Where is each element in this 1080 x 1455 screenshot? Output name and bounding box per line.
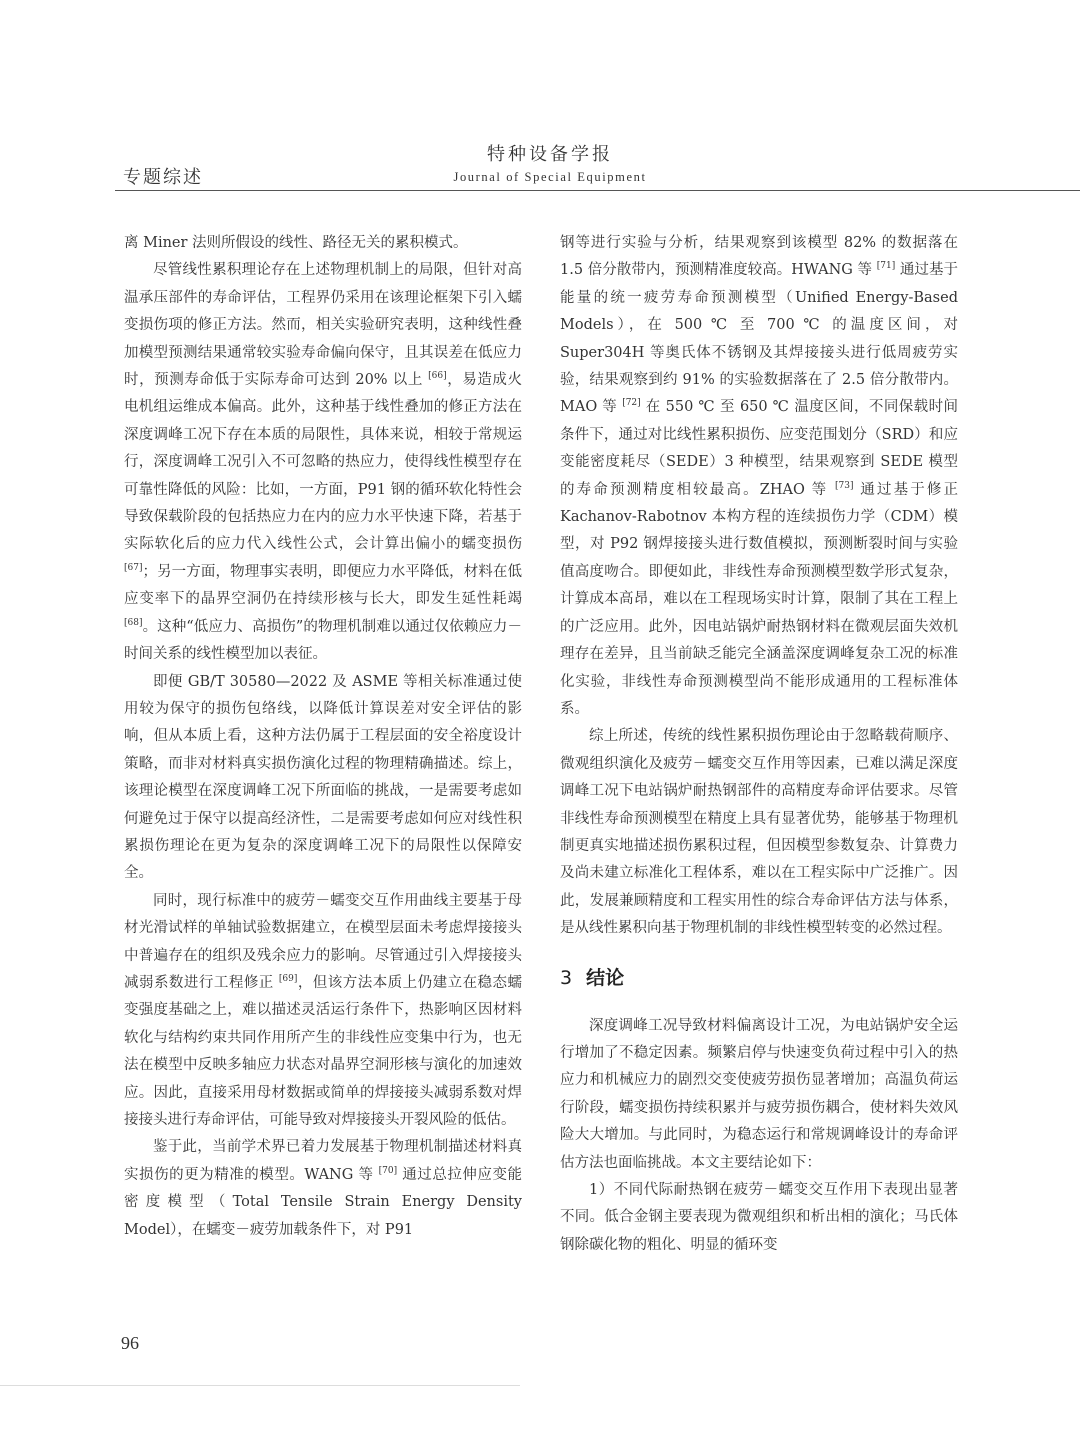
paragraph: 同时，现行标准中的疲劳－蠕变交互作用曲线主要基于母材光滑试样的单轴试验数据建立，在模型层面未考虑焊接接头中普遍存在的组织及残余应力的影响。尽管通过引入焊接接头减弱系数进行工程修正 [69]，但该方法本质上仍建立在稳态蠕变强度基础之上，难以描述灵活运行条件下，热影响区因材料软化与结构约束共同作用所产生的非线性应变集中行为，也无法在模型中反映多轴应力状态对晶界空洞形核与演化的加速效应。因此，直接采用母材数据或简单的焊接接头减弱系数对焊接接头进行寿命评估，可能导致对焊接接头开裂风险的低估。 <box>124 892 522 1128</box>
paragraph: 1）不同代际耐热钢在疲劳－蠕变交互作用下表现出显著不同。低合金钢主要表现为微观组织和析出相的演化；马氏体钢除碳化物的粗化、明显的循环变 <box>560 1182 958 1253</box>
page-number: 96 <box>121 1333 139 1353</box>
citation-marker: [73] <box>835 480 854 491</box>
left-column <box>124 230 522 1244</box>
citation-marker: [66] <box>428 371 447 382</box>
citation-marker: [69] <box>278 974 298 985</box>
header-rule <box>115 190 1080 191</box>
journal-title-cn: 特种设备学报 <box>487 144 613 165</box>
journal-header <box>400 143 700 185</box>
citation-marker: [68] <box>124 617 143 628</box>
citation-marker: [67] <box>124 563 143 574</box>
section-title: 结论 <box>586 966 625 989</box>
paragraph: 鉴于此，当前学术界已着力发展基于物理机制描述材料真实损伤的更为精准的模型。WANG 等 [70] 通过总拉伸应变能密度模型（Total Tensile Strain Energy Density Model），在蠕变－疲劳加载条件下，对 P91 <box>124 1139 522 1238</box>
section-heading <box>560 963 958 993</box>
citation-marker: [72] <box>622 398 641 409</box>
right-column <box>560 230 958 1259</box>
paragraph: 尽管线性累积理论存在上述物理机制上的局限，但针对高温承压部件的寿命评估，工程界仍采用在该理论框架下引入蠕变损伤项的修正方法。然而，相关实验研究表明，这种线性叠加模型预测结果通常较实验寿命偏向保守，且其误差在低应力时，预测寿命低于实际寿命可达到 20% 以上 [66]，易造成火电机组运维成本偏高。此外，这种基于线性叠加的修正方法在深度调峰工况下存在本质的局限性，具体来说，相较于常规运行，深度调峰工况引入不可忽略的热应力，使得线性模型存在可靠性降低的风险：比如，一方面，P91 钢的循环软化特性会导致保载阶段的包括热应力在内的应力水平快速下降，若基于实际软化后的应力代入线性公式，会计算出偏小的蠕变损伤 [67]；另一方面，物理事实表明，即便应力水平降低，材料在低应变率下的晶界空洞仍在持续形核与长大，即发生延性耗竭 [68]。这种“低应力、高损伤”的物理机制难以通过仅依赖应力－时间关系的线性模型加以表征。 <box>124 262 522 663</box>
section-number: 3 <box>560 966 573 989</box>
paragraph: 即便 GB/T 30580—2022 及 ASME 等相关标准通过使用较为保守的损伤包络线，以降低计算误差对安全评估的影响，但从本质上看，这种方法仍属于工程层面的安全裕度设计策略，而非对材料真实损伤演化过程的物理精确描述。综上，该理论模型在深度调峰工况下所面临的挑战，一是需要考虑如何避免过于保守以提高经济性，二是需要考虑如何应对线性积累损伤理论在更为复杂的深度调峰工况下的局限性以保障安全。 <box>124 673 522 882</box>
paragraph: 离 Miner 法则所假设的线性、路径无关的累积模式。 <box>124 235 468 251</box>
paragraph: 综上所述，传统的线性累积损伤理论由于忽略载荷顺序、微观组织演化及疲劳－蠕变交互作用等因素，已难以满足深度调峰工况下电站锅炉耐热钢部件的高精度寿命评估要求。尽管非线性寿命预测模型在精度上具有显著优势，能够基于物理机制更真实地描述损伤累积过程，但因模型参数复杂、计算费力及尚未建立标准化工程体系，难以在工程实际中广泛推广。因此，发展兼顾精度和工程实用性的综合寿命评估方法与体系，是从线性累积向基于物理机制的非线性模型转变的必然过程。 <box>560 728 958 937</box>
footer-rule <box>0 1385 520 1386</box>
section-tag: 专题综述 <box>123 167 203 188</box>
citation-marker: [71] <box>876 261 896 272</box>
citation-marker: [70] <box>378 1165 398 1176</box>
paragraph: 钢等进行实验与分析，结果观察到该模型 82% 的数据落在 1.5 倍分散带内，预测精准度较高。HWANG 等 [71] 通过基于能量的统一疲劳寿命预测模型（Unified Energy-Based Models），在 500 ℃ 至 700 ℃ 的温度区间，对 Super304H 等奥氏体不锈钢及其焊接接头进行低周疲劳实验，结果观察到约 91% 的实验数据落在了 2.5 倍分散带内。MAO 等 [72] 在 550 ℃ 至 650 ℃ 温度区间，不同保载时间条件下，通过对比线性累积损伤、应变范围划分（SRD）和应变能密度耗尽（SEDE）3 种模型，结果观察到 SEDE 模型的寿命预测精度相较最高。ZHAO 等 [73] 通过基于修正 Kachanov-Rabotnov 本构方程的连续损伤力学（CDM）模型，对 P92 钢焊接接头进行数值模拟，预测断裂时间与实验值高度吻合。即便如此，非线性寿命预测模型数学形式复杂，计算成本高昂，难以在工程现场实时计算，限制了其在工程上的广泛应用。此外，因电站锅炉耐热钢材料在微观层面失效机理存在差异，且当前缺乏能完全涵盖深度调峰复杂工况的标准化实验，非线性寿命预测模型尚不能形成通用的工程标准体系。 <box>560 235 959 717</box>
journal-title-en: Journal of Special Equipment <box>453 170 647 184</box>
paragraph: 深度调峰工况导致材料偏离设计工况，为电站锅炉安全运行增加了不稳定因素。频繁启停与快速变负荷过程中引入的热应力和机械应力的剧烈交变使疲劳损伤显著增加；高温负荷运行阶段，蠕变损伤持续积累并与疲劳损伤耦合，使材料失效风险大大增加。与此同时，为稳态运行和常规调峰设计的寿命评估方法也面临挑战。本文主要结论如下： <box>560 1017 958 1171</box>
